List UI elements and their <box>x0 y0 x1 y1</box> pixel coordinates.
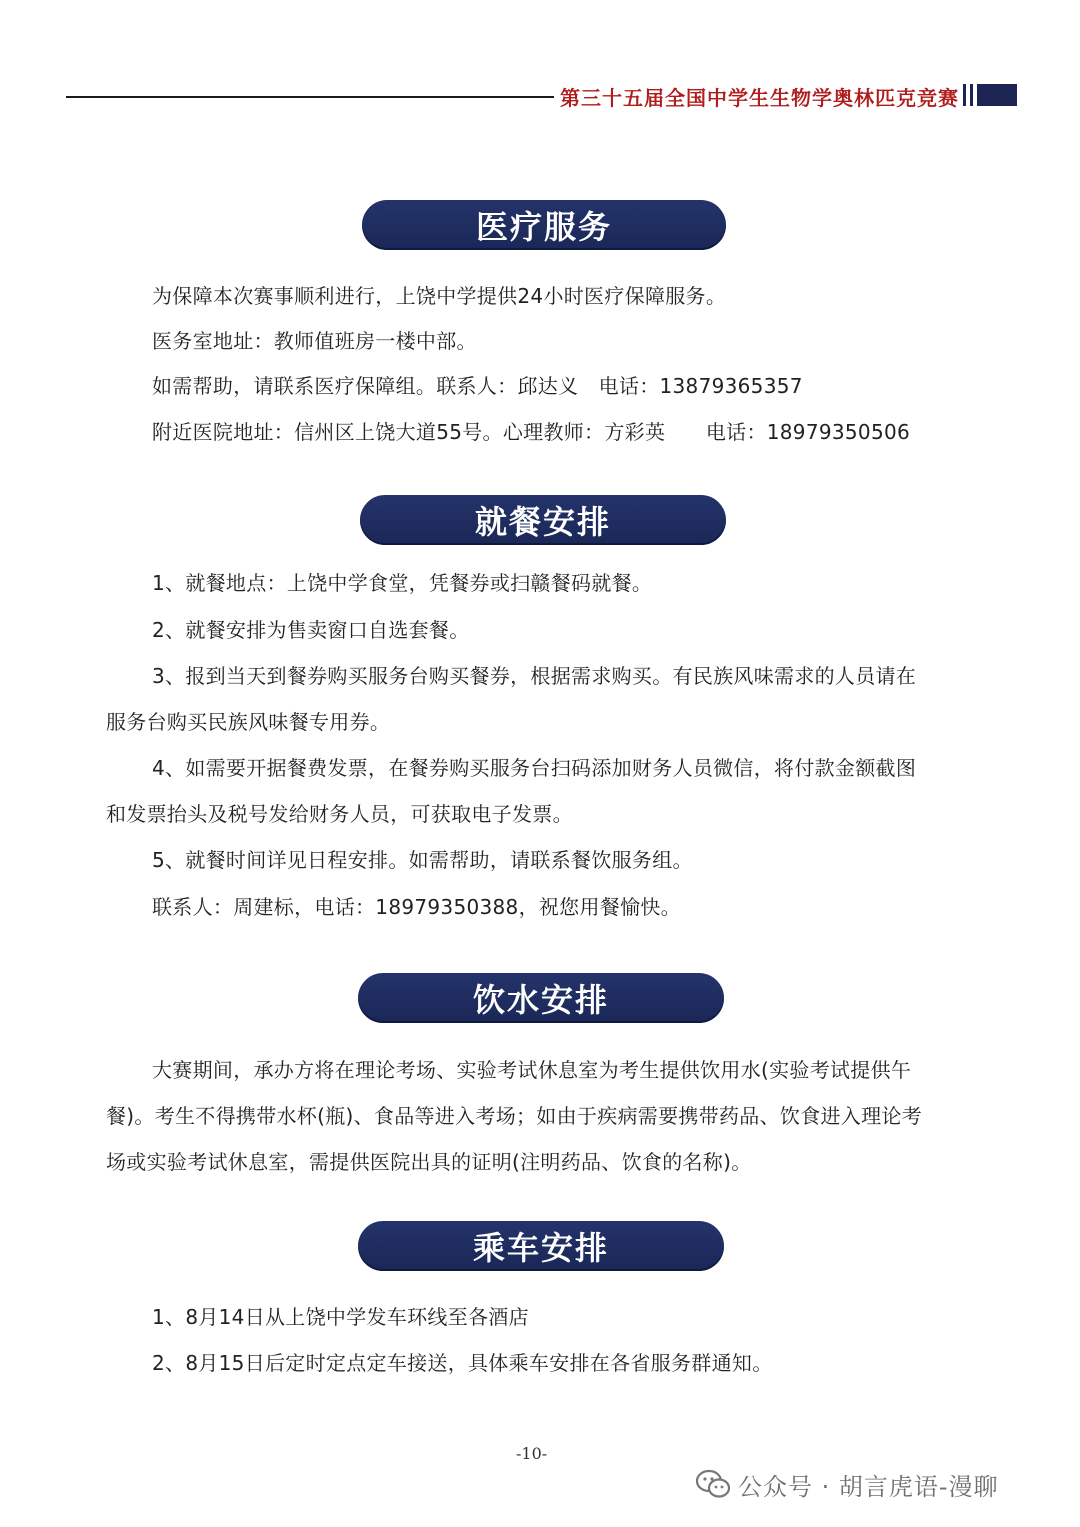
paragraph-line: 1、就餐地点：上饶中学食堂，凭餐券或扫赣餐码就餐。 <box>152 571 653 595</box>
paragraph-line: 场或实验考试休息室，需提供医院出具的证明(注明药品、饮食的名称)。 <box>106 1150 752 1174</box>
section-title: 饮水安排 <box>472 981 609 1019</box>
paragraph-line: 2、8月15日后定时定点定车接送，具体乘车安排在各省服务群通知。 <box>152 1351 773 1375</box>
section-heading-transport <box>358 1221 724 1271</box>
watermark-text: 公众号 · 胡言虎语-漫聊 <box>738 1472 999 1501</box>
paragraph-line: 5、就餐时间详见日程安排。如需帮助，请联系餐饮服务组。 <box>152 848 693 872</box>
paragraph-line: 餐)。考生不得携带水杯(瓶)、食品等进入考场；如由于疾病需要携带药品、饮食进入理论考 <box>106 1104 923 1128</box>
section-heading-dining <box>360 495 726 545</box>
watermark <box>696 1464 999 1504</box>
paragraph-line: 大赛期间，承办方将在理论考场、实验考试休息室为考生提供饮用水(实验考试提供午 <box>152 1058 912 1082</box>
wechat-icon <box>696 1469 730 1499</box>
paragraph-line: 联系人：周建标，电话：18979350388，祝您用餐愉快。 <box>152 895 681 919</box>
paragraph-line: 3、报到当天到餐券购买服务台购买餐券，根据需求购买。有民族风味需求的人员请在 <box>152 664 917 688</box>
paragraph-line: 如需帮助，请联系医疗保障组。联系人：邱达义 电话：13879365357 <box>152 374 803 398</box>
section-heading-medical <box>362 200 726 250</box>
paragraph-line: 服务台购买民族风味餐专用券。 <box>106 710 391 734</box>
section-title: 就餐安排 <box>474 503 611 541</box>
paragraph-line: 为保障本次赛事顺利进行，上饶中学提供24小时医疗保障服务。 <box>152 284 727 308</box>
section-title: 乘车安排 <box>472 1229 609 1267</box>
paragraph-line: 2、就餐安排为售卖窗口自选套餐。 <box>152 618 470 642</box>
paragraph-line: 附近医院地址：信州区上饶大道55号。心理教师：方彩英 电话：18979350506 <box>152 420 911 444</box>
header-title: 第三十五届全国中学生生物学奥林匹克竞赛 <box>560 86 959 110</box>
page-number: -10- <box>516 1444 548 1463</box>
header-rule <box>66 96 554 98</box>
section-title: 医疗服务 <box>475 208 612 246</box>
section-heading-water <box>358 973 724 1023</box>
paragraph-line: 和发票抬头及税号发给财务人员，可获取电子发票。 <box>106 802 573 826</box>
paragraph-line: 4、如需要开据餐费发票，在餐券购买服务台扫码添加财务人员微信，将付款金额截图 <box>152 756 917 780</box>
paragraph-line: 医务室地址：教师值班房一楼中部。 <box>152 329 477 353</box>
paragraph-line: 1、8月14日从上饶中学发车环线至各酒店 <box>152 1305 529 1329</box>
